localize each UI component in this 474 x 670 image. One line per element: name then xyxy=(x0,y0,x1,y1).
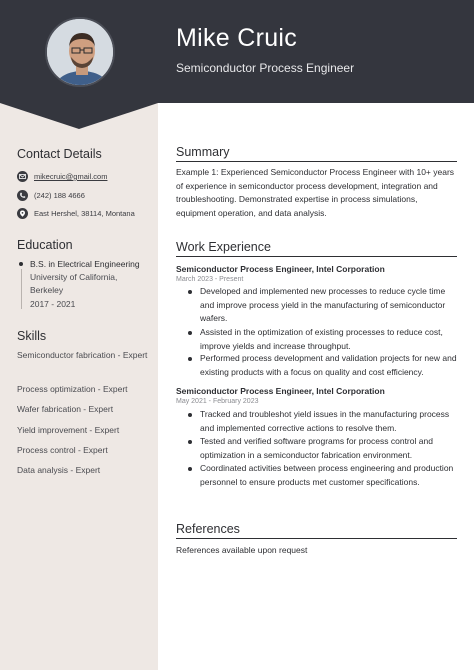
job-bullet: Tested and verified software programs for process control and optimization in a semiconductor fabrication environment. xyxy=(187,435,457,462)
job-title: Semiconductor Process Engineer, Intel Corporation xyxy=(176,264,385,274)
education-school-cont: Berkeley xyxy=(30,285,64,295)
education-degree: B.S. in Electrical Engineering xyxy=(30,259,140,269)
candidate-title: Semiconductor Process Engineer xyxy=(176,61,355,75)
contact-address xyxy=(17,208,135,219)
skill-item: Yield improvement - Expert xyxy=(17,425,120,435)
timeline-dot xyxy=(19,262,23,266)
skill-item: Process control - Expert xyxy=(17,445,108,455)
profile-photo xyxy=(45,17,115,87)
skill-item: Data analysis - Expert xyxy=(17,465,101,475)
contact-heading: Contact Details xyxy=(17,147,102,161)
job-bullet: Assisted in the optimization of existing processes to reduce cost, improve yields and increase throughput. xyxy=(187,326,457,353)
skill-item: Process optimization - Expert xyxy=(17,384,128,394)
references-heading: References xyxy=(176,522,457,539)
education-heading: Education xyxy=(17,238,73,252)
job-bullet: Developed and implemented new processes to reduce cycle time and improve process yield in the manufacturing of semiconductor wafers. xyxy=(187,285,457,326)
summary-text: Example 1: Experienced Semiconductor Process Engineer with 10+ years of experience in semiconductor process development, integration and troubleshooting. Demonstrated expertise in process simulations, equipment operation, and data analysis. xyxy=(176,167,455,218)
header-chevron xyxy=(0,102,158,130)
skills-heading: Skills xyxy=(17,329,47,343)
job-title: Semiconductor Process Engineer, Intel Corporation xyxy=(176,386,385,396)
job-dates: March 2023 - Present xyxy=(176,276,244,283)
phone-text: (242) 188 4666 xyxy=(34,191,85,200)
timeline-line xyxy=(21,269,22,309)
address-text: East Hershel, 38114, Montana xyxy=(34,209,135,218)
location-pin-icon xyxy=(17,208,28,219)
email-icon xyxy=(17,171,28,182)
contact-phone xyxy=(17,190,85,201)
candidate-name: Mike Cruic xyxy=(176,24,298,52)
education-years: 2017 - 2021 xyxy=(30,299,76,309)
references-text: References available upon request xyxy=(176,545,308,555)
email-link[interactable]: mikecruic@gmail.com xyxy=(34,172,108,181)
job-dates: May 2021 - February 2023 xyxy=(176,398,259,405)
summary-heading: Summary xyxy=(176,145,457,162)
education-school: University of California, xyxy=(30,272,118,282)
skill-item: Wafer fabrication - Expert xyxy=(17,404,114,414)
contact-email[interactable] xyxy=(17,171,107,182)
job-bullet: Coordinated activities between process engineering and production personnel to ensure products met customer specifications. xyxy=(187,462,457,489)
skill-item: Semiconductor fabrication - Expert xyxy=(17,350,148,360)
experience-heading: Work Experience xyxy=(176,240,457,257)
job-bullet: Tracked and troubleshot yield issues in the manufacturing process and implemented corrective actions to resolve them. xyxy=(187,408,457,435)
phone-icon xyxy=(17,190,28,201)
job-bullet: Performed process development and validation projects for new and existing products with a focus on quality and cost efficiency. xyxy=(187,352,457,379)
